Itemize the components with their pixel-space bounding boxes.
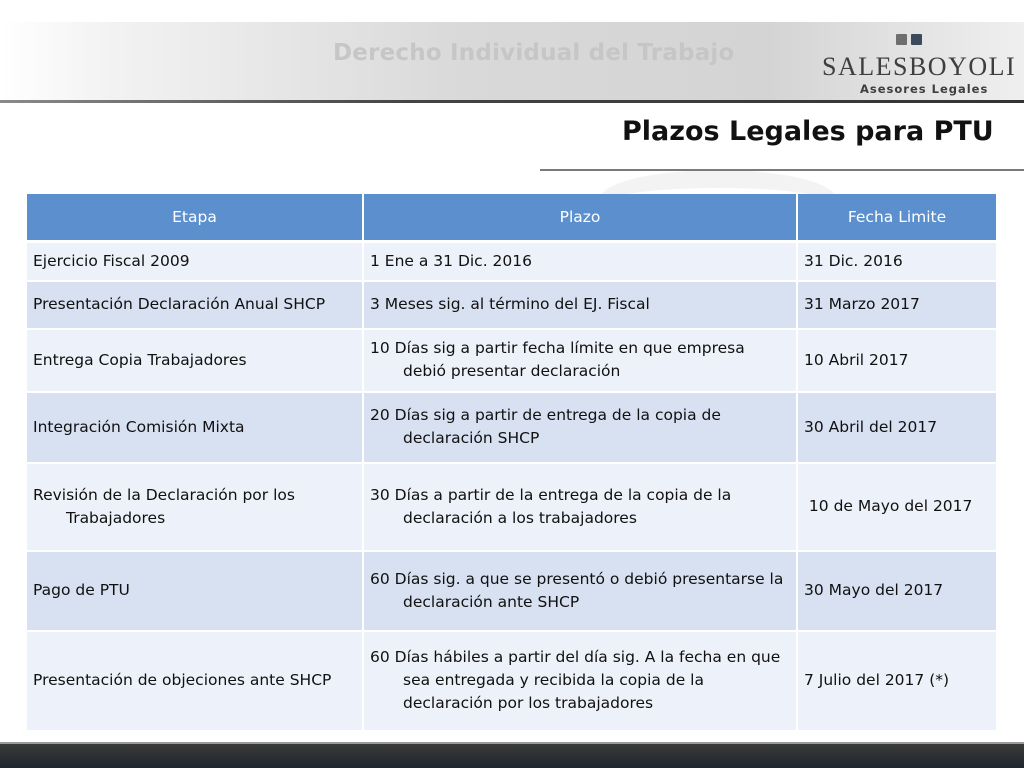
table-row <box>27 329 997 392</box>
cell-etapa: Presentación de objeciones ante SHCP <box>27 631 363 731</box>
slide-title: Plazos Legales para PTU <box>622 116 994 147</box>
logo-tagline: Asesores Legales <box>860 82 989 96</box>
logo-square-gray <box>896 34 907 45</box>
cell-plazo: 1 Ene a 31 Dic. 2016 <box>363 242 797 281</box>
cell-fecha: 10 Abril 2017 <box>797 329 997 392</box>
cell-fecha: 10 de Mayo del 2017 <box>797 463 997 551</box>
cell-etapa: Pago de PTU <box>27 551 363 631</box>
table-row <box>27 463 997 551</box>
cell-plazo: 30 Días a partir de la entrega de la copia de la declaración a los trabajadores <box>363 463 797 551</box>
table-row <box>27 281 997 329</box>
cell-etapa: Revisión de la Declaración por los Trabajadores <box>27 463 363 551</box>
cell-fecha: 30 Mayo del 2017 <box>797 551 997 631</box>
cell-plazo: 60 Días hábiles a partir del día sig. A la fecha en que sea entregada y recibida la copia de la declaración por los trabajadores <box>363 631 797 731</box>
column-header-etapa: Etapa <box>27 194 363 242</box>
cell-plazo: 20 Días sig a partir de entrega de la copia de declaración SHCP <box>363 392 797 463</box>
cell-fecha: 31 Marzo 2017 <box>797 281 997 329</box>
cell-plazo: 60 Días sig. a que se presentó o debió presentarse la declaración ante SHCP <box>363 551 797 631</box>
cell-etapa: Presentación Declaración Anual SHCP <box>27 281 363 329</box>
section-title: Derecho Individual del Trabajo <box>333 40 735 66</box>
column-header-fecha-limite: Fecha Limite <box>797 194 997 242</box>
cell-etapa: Ejercicio Fiscal 2009 <box>27 242 363 281</box>
footer-bar <box>0 744 1024 768</box>
cell-plazo: 10 Días sig a partir fecha límite en que empresa debió presentar declaración <box>363 329 797 392</box>
table-row <box>27 392 997 463</box>
column-header-plazo: Plazo <box>363 194 797 242</box>
logo-square-dark <box>911 34 922 45</box>
table-row <box>27 631 997 731</box>
logo-squares-icon <box>896 32 926 50</box>
header-divider <box>0 100 1024 103</box>
cell-etapa: Integración Comisión Mixta <box>27 392 363 463</box>
cell-plazo: 3 Meses sig. al término del EJ. Fiscal <box>363 281 797 329</box>
cell-fecha: 30 Abril del 2017 <box>797 392 997 463</box>
plazos-table <box>27 194 998 732</box>
title-underline <box>540 169 1024 171</box>
table-header-row <box>27 194 997 242</box>
cell-fecha: 31 Dic. 2016 <box>797 242 997 281</box>
cell-fecha: 7 Julio del 2017 (*) <box>797 631 997 731</box>
salesboyoli-logo <box>822 30 1017 100</box>
table-row <box>27 242 997 281</box>
table-row <box>27 551 997 631</box>
cell-etapa: Entrega Copia Trabajadores <box>27 329 363 392</box>
logo-name: SALESBOYOLI <box>822 52 1017 81</box>
